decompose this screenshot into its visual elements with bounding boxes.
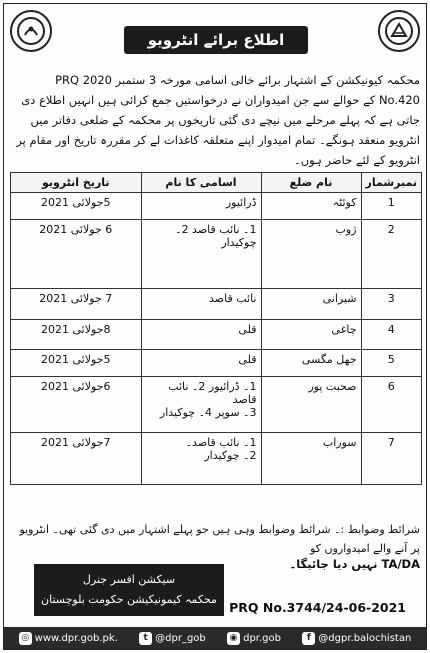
facebook-text: @dgpr.balochistan [318,632,412,644]
table-row [11,377,422,433]
cell-date: 5جولائی 2021 [11,193,142,220]
cell-district: چاغی [261,320,361,350]
instagram-text: dpr.gob [243,632,281,644]
cell-post [141,350,261,377]
post-line: قلی [238,353,257,366]
page-title: اطلاع برائے انٹرویو [124,26,308,54]
post-line: 2۔ چوکیدار [204,449,257,462]
cell-date: 8جولائی 2021 [11,320,142,350]
department-logo [378,10,420,52]
header-district: نام ضلع [261,173,361,193]
interview-schedule-table [10,172,422,485]
cell-district: صحبت پور [261,377,361,433]
cell-serial: 2 [361,220,422,289]
cell-district: شیرانی [261,289,361,320]
table-row [11,433,422,485]
header-date: تاریخ انٹرویو [11,173,142,193]
emblem-icon [16,16,46,46]
cell-serial: 7 [361,433,422,485]
instagram-icon: ◉ [227,632,240,645]
post-line: نائب قاصد [209,292,257,305]
table-row [11,350,422,377]
cell-date: 5جولائی 2021 [11,350,142,377]
post-line: 1۔ نائب قاصد۔ [185,436,257,449]
cell-date: 6 جولائی 2021 [11,220,142,289]
intro-text-before: محکمہ کیونیکشن کے اشتہار برائے خالی اسامی مورخہ 3 ستمبر 2020 [82,73,420,87]
table-row [11,193,422,220]
signature-title: سیکشن افسر جنرل [82,573,176,586]
cell-serial: 6 [361,377,422,433]
post-line: ڈرائیور [225,196,257,209]
government-emblem-logo [10,10,52,52]
intro-text-after: کے حوالے سے جن امیدواران نے درخواستیں جمع کرائی ہیں انہیں اطلاع دی جاتی ہے کہ پہلے مرحلے میں نیچے دی گئی تاریخوں پر محکمہ کے ضلعی دفاتر میں انٹرویو منعقد ہونگے۔ تمام امیدوار اپنے متعلقہ کاغذات لے کر مقررہ تاریخ اور مقام پر انٹرویو کے لئے حاضر ہوں۔ [16,93,420,167]
post-line: 3۔ سوپر 4۔ چوکیدار [159,406,257,419]
post-line: 1۔ ڈرائیور 2۔ نائب قاصد [168,380,257,406]
prq-reference: PRQ No.3744/24-06-2021 [229,600,406,615]
header-post: اسامی کا نام [141,173,261,193]
advertisement-page [3,3,427,650]
table-header-row [11,173,422,193]
table-row [11,289,422,320]
cell-date: 7 جولائی 2021 [11,289,142,320]
post-line: 1۔ نائب قاصد 2۔ چوکیدار [175,223,257,249]
cell-date: 7جولائی 2021 [11,433,142,485]
cell-district: سوراب [261,433,361,485]
footer-bar [4,627,426,649]
cell-post [141,433,261,485]
conditions-text: شرائط وضوابط :۔ شرائط وضوابط وہی ہیں جو پہلے اشتہار میں دی گئی تھی۔ انٹرویو پر آنے والے امیدواروں کو [19,523,420,555]
cell-district: جھل مگسی [261,350,361,377]
cell-post [141,193,261,220]
signature-department: محکمہ کیمونیکیشن حکومت بلوچستان [41,593,217,606]
cell-district: کوئٹہ [261,193,361,220]
footer-facebook[interactable] [302,632,411,645]
table-row [11,220,422,289]
twitter-icon: t [139,632,152,645]
facebook-icon: f [302,632,315,645]
table-row [11,320,422,350]
website-text: www.dpr.gob.pk. [34,632,118,644]
tada-notice: TA/DA نہیں دیا جائیگا۔ [289,557,420,571]
cell-date: 6جولائی 2021 [11,377,142,433]
cell-post [141,220,261,289]
department-emblem-icon [384,16,414,46]
cell-post [141,320,261,350]
twitter-text: @dpr_gob [155,632,206,644]
footer-instagram[interactable] [227,632,281,645]
cell-serial: 1 [361,193,422,220]
cell-post [141,377,261,433]
signature-block [34,564,224,616]
header-serial: نمبرشمار [361,173,422,193]
cell-serial: 4 [361,320,422,350]
footer-twitter[interactable] [139,632,206,645]
intro-prq-ref: PRQ No.420 [55,73,420,107]
footer-website[interactable] [19,632,118,645]
post-line: قلی [238,323,257,336]
cell-serial: 3 [361,289,422,320]
globe-icon: ◎ [19,632,32,645]
cell-post [141,289,261,320]
intro-paragraph [12,70,420,170]
header [4,4,426,58]
cell-serial: 5 [361,350,422,377]
cell-district: ژوب [261,220,361,289]
